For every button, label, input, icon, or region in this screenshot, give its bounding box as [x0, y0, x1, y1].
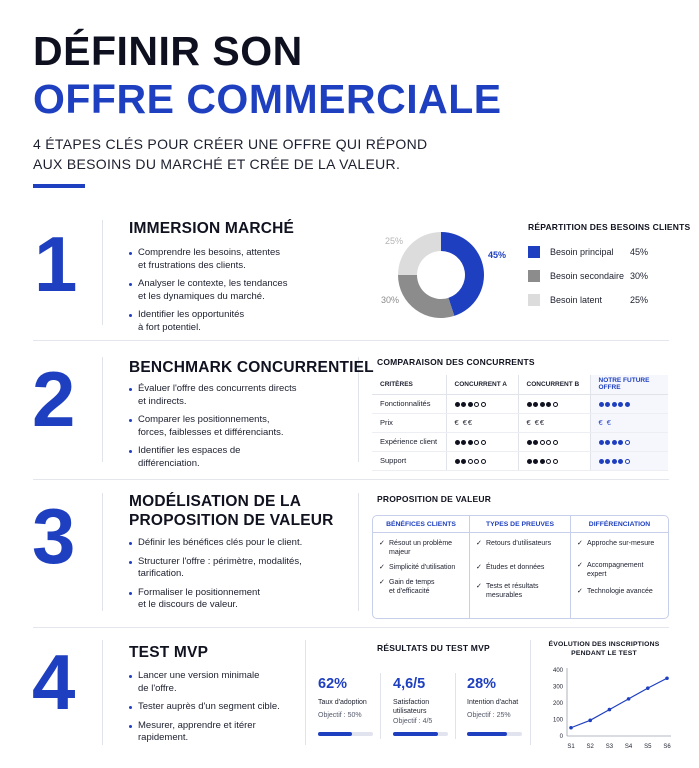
rating-dot-filled — [625, 402, 630, 407]
panel-separator — [530, 640, 531, 745]
list-item: Structurer l'offre : périmètre, modalités, tarification. — [129, 556, 319, 581]
comparison-table — [372, 375, 668, 471]
step-3-title-line: PROPOSITION DE VALEUR — [129, 512, 334, 529]
section-divider — [33, 627, 669, 628]
table-cell — [518, 394, 590, 413]
legend-swatch — [528, 246, 540, 258]
value-prop-item: ✓ Technologie avancée — [571, 587, 668, 596]
table-cell — [518, 451, 590, 470]
data-point — [646, 686, 650, 690]
table-cell — [518, 432, 590, 451]
value-prop-item: ✓ Tests et résultats mesurables — [470, 582, 570, 600]
data-point — [569, 726, 573, 730]
list-item: Identifier les espaces de différenciation. — [129, 445, 309, 470]
kpi-satisfaction — [393, 676, 432, 725]
rating-dot-filled — [612, 402, 617, 407]
table-cell — [590, 451, 668, 470]
rating-dot-empty — [474, 402, 479, 407]
legend-swatch — [528, 270, 540, 282]
data-point — [665, 676, 669, 680]
rating-dot-filled — [461, 459, 466, 464]
rating-dot-empty — [553, 459, 558, 464]
kpi-label: Taux d'adoption — [318, 699, 367, 706]
rating-dot-filled — [605, 402, 610, 407]
y-tick-label: 400 — [552, 668, 563, 674]
rating-dot-filled — [455, 402, 460, 407]
kpi-adoption — [318, 676, 367, 719]
value-prop-table — [372, 515, 669, 619]
rating-dot-filled — [461, 440, 466, 445]
signups-chart-title: ÉVOLUTION DES INSCRIPTIONS PENDANT LE TEST — [548, 641, 660, 657]
section-divider — [33, 479, 669, 480]
rating-dot-filled — [618, 459, 623, 464]
legend-label: Besoin principal — [550, 247, 614, 257]
value-prop-column — [570, 516, 668, 618]
table-cell: € € — [590, 413, 668, 432]
step-separator — [102, 640, 103, 745]
value-prop-column-header: TYPES DE PREUVES — [470, 516, 570, 533]
rating-dot-filled — [612, 459, 617, 464]
rating-dot-filled — [468, 440, 473, 445]
step-4-bullets — [129, 670, 299, 751]
panel-separator — [305, 640, 306, 745]
value-prop-item: ✓ Retours d'utilisateurs — [470, 539, 570, 548]
step-3-title-line: MODÉLISATION DE LA — [129, 493, 302, 510]
legend-value: 45% — [630, 247, 649, 257]
rating-dot-filled — [599, 402, 604, 407]
rating-dot-empty — [468, 459, 473, 464]
x-tick-label: S3 — [605, 744, 614, 750]
value-prop-item: ✓ Simplicité d'utilisation — [373, 563, 469, 572]
rating-dot-filled — [546, 402, 551, 407]
legend-label: Besoin secondaire — [550, 271, 625, 281]
rating-dot-filled — [605, 459, 610, 464]
data-point — [608, 708, 612, 712]
rating-dot-filled — [533, 459, 538, 464]
value-prop-column — [373, 516, 469, 618]
list-item: Tester auprès d'un segment cible. — [129, 701, 299, 714]
rating-dot-filled — [618, 440, 623, 445]
kpi-objective: Objectif : 50% — [318, 712, 362, 719]
donut-slice-2 — [398, 275, 454, 318]
mvp-results-title: RÉSULTATS DU TEST MVP — [377, 643, 490, 653]
criterion-label: Expérience client — [372, 432, 446, 451]
table-cell — [446, 432, 518, 451]
data-point — [588, 719, 592, 723]
table-cell: € €€ — [446, 413, 518, 432]
table-cell — [590, 432, 668, 451]
table-row — [372, 394, 668, 413]
x-tick-label: S1 — [567, 744, 575, 750]
kpi-purchase-intent — [467, 676, 518, 719]
series-line — [571, 678, 667, 728]
value-prop-column — [469, 516, 570, 618]
rating-dot-empty — [481, 440, 486, 445]
kpi-progress-fill — [318, 732, 352, 736]
list-item: Comparer les positionnements, forces, faiblesses et différenciants. — [129, 414, 309, 439]
legend-swatch — [528, 294, 540, 306]
value-prop-item: ✓ Gain de temps et d'efficacité — [373, 578, 469, 596]
rating-dot-filled — [533, 440, 538, 445]
step-4-title-line: TEST MVP — [129, 644, 209, 661]
step-number-2: 2 — [32, 355, 76, 443]
x-tick-label: S6 — [663, 744, 671, 750]
value-prop-title: PROPOSITION DE VALEUR — [377, 494, 492, 504]
table-row — [372, 413, 668, 432]
x-tick-label: S4 — [624, 744, 633, 750]
table-cell — [446, 451, 518, 470]
rating-dot-filled — [527, 459, 532, 464]
step-1-title — [129, 219, 294, 238]
list-item: Formaliser le positionnement et le discours de valeur. — [129, 587, 319, 612]
rating-dot-filled — [468, 402, 473, 407]
step-2-title-line: BENCHMARK CONCURRENTIEL — [129, 359, 374, 376]
step-separator — [102, 493, 103, 611]
column-header: CONCURRENT B — [518, 375, 590, 394]
subtitle-line-1: 4 ÉTAPES CLÉS POUR CRÉER UNE OFFRE QUI RÉPOND — [33, 136, 428, 152]
kpi-objective: Objectif : 25% — [467, 712, 511, 719]
rating-dot-empty — [540, 440, 545, 445]
step-2-bullets — [129, 383, 309, 476]
kpi-value: 4,6/5 — [393, 676, 426, 692]
rating-dot-filled — [527, 440, 532, 445]
x-tick-label: S5 — [644, 744, 652, 750]
kpi-label: Satisfaction utilisateurs — [393, 699, 430, 715]
donut-slice-3 — [398, 232, 441, 275]
page-title-line-1: DÉFINIR SON — [33, 28, 303, 74]
value-prop-item: ✓ Études et données — [470, 563, 570, 572]
rating-dot-filled — [533, 402, 538, 407]
step-3-bullets — [129, 537, 319, 618]
kpi-progress-fill — [467, 732, 507, 736]
column-header: CRITÈRES — [372, 375, 446, 394]
donut-label-latent: 25% — [385, 236, 404, 246]
rating-dot-empty — [474, 459, 479, 464]
step-number-4: 4 — [32, 638, 76, 726]
step-1-title-line: IMMERSION MARCHÉ — [129, 220, 295, 237]
kpi-progress-bar — [318, 732, 373, 736]
page-title-line-2: OFFRE COMMERCIALE — [33, 76, 502, 122]
comparison-title: COMPARAISON DES CONCURRENTS — [377, 357, 535, 367]
rating-dot-empty — [625, 440, 630, 445]
criterion-label: Prix — [372, 413, 446, 432]
criterion-label: Fonctionnalités — [372, 394, 446, 413]
y-tick-label: 100 — [552, 717, 563, 724]
table-row — [372, 451, 668, 470]
y-tick-label: 200 — [552, 701, 563, 707]
rating-dot-filled — [618, 402, 623, 407]
step-separator — [102, 357, 103, 462]
table-header-row — [372, 375, 668, 394]
step-1-bullets — [129, 247, 304, 340]
list-item: Mesurer, apprendre et itérer rapidement. — [129, 720, 299, 745]
panel-separator — [358, 493, 359, 611]
kpi-label: Intention d'achat — [467, 699, 519, 706]
rating-dot-filled — [461, 402, 466, 407]
list-item: Analyser le contexte, les tendances et les dynamiques du marché. — [129, 278, 304, 303]
x-tick-label: S2 — [586, 744, 594, 750]
y-tick-label: 0 — [559, 734, 563, 740]
table-cell: € €€ — [518, 413, 590, 432]
page-subtitle — [33, 134, 427, 174]
legend-value: 25% — [630, 295, 649, 305]
column-header: CONCURRENT A — [446, 375, 518, 394]
column-header: NOTRE FUTURE OFFRE — [590, 375, 668, 394]
kpi-value: 28% — [467, 676, 497, 692]
kpi-objective: Objectif : 4/5 — [393, 718, 433, 725]
rating-dot-filled — [455, 440, 460, 445]
rating-dot-empty — [546, 440, 551, 445]
value-prop-item: ✓ Résout un problème majeur — [373, 539, 469, 557]
list-item: Identifier les opportunités à fort potentiel. — [129, 309, 304, 334]
table-cell — [590, 394, 668, 413]
donut-label-principal: 45% — [488, 250, 507, 260]
needs-donut-chart — [395, 225, 487, 325]
rating-dot-empty — [474, 440, 479, 445]
needs-chart-title: RÉPARTITION DES BESOINS CLIENTS — [528, 222, 691, 232]
step-2-title — [129, 358, 374, 377]
kpi-progress-fill — [393, 732, 438, 736]
rating-dot-filled — [605, 440, 610, 445]
rating-dot-filled — [540, 402, 545, 407]
step-number-3: 3 — [32, 492, 76, 580]
kpi-separator — [380, 673, 381, 739]
value-prop-column-header: DIFFÉRENCIATION — [571, 516, 668, 533]
rating-dot-filled — [540, 459, 545, 464]
rating-dot-empty — [481, 402, 486, 407]
rating-dot-filled — [527, 402, 532, 407]
rating-dot-empty — [481, 459, 486, 464]
value-prop-item: ✓ Approche sur-mesure — [571, 539, 668, 548]
kpi-value: 62% — [318, 676, 348, 692]
step-separator — [102, 220, 103, 325]
step-4-title — [129, 643, 208, 662]
list-item: Lancer une version minimale de l'offre. — [129, 670, 299, 695]
list-item: Définir les bénéfices clés pour le client. — [129, 537, 319, 550]
kpi-progress-bar — [467, 732, 522, 736]
rating-dot-empty — [546, 459, 551, 464]
donut-label-secondaire: 30% — [381, 295, 400, 305]
value-prop-column-header: BÉNÉFICES CLIENTS — [373, 516, 469, 533]
data-point — [627, 697, 631, 701]
criterion-label: Support — [372, 451, 446, 470]
subtitle-line-2: AUX BESOINS DU MARCHÉ ET CRÉE DE LA VALEUR. — [33, 156, 401, 172]
rating-dot-filled — [455, 459, 460, 464]
signups-line-chart — [537, 660, 677, 760]
step-number-1: 1 — [34, 220, 78, 308]
list-item: Évaluer l'offre des concurrents directs et indirects. — [129, 383, 309, 408]
kpi-separator — [455, 673, 456, 739]
title-accent-rule — [33, 184, 85, 188]
table-cell — [446, 394, 518, 413]
kpi-progress-bar — [393, 732, 448, 736]
step-3-title — [129, 492, 334, 530]
y-tick-label: 300 — [552, 684, 563, 691]
rating-dot-empty — [553, 402, 558, 407]
rating-dot-filled — [599, 459, 604, 464]
value-prop-item: ✓ Accompagnement expert — [571, 561, 668, 579]
rating-dot-empty — [625, 459, 630, 464]
legend-value: 30% — [630, 271, 649, 281]
list-item: Comprendre les besoins, attentes et frustrations des clients. — [129, 247, 304, 272]
rating-dot-filled — [612, 440, 617, 445]
rating-dot-empty — [553, 440, 558, 445]
rating-dot-filled — [599, 440, 604, 445]
legend-label: Besoin latent — [550, 295, 603, 305]
table-row — [372, 432, 668, 451]
section-divider — [33, 340, 669, 341]
